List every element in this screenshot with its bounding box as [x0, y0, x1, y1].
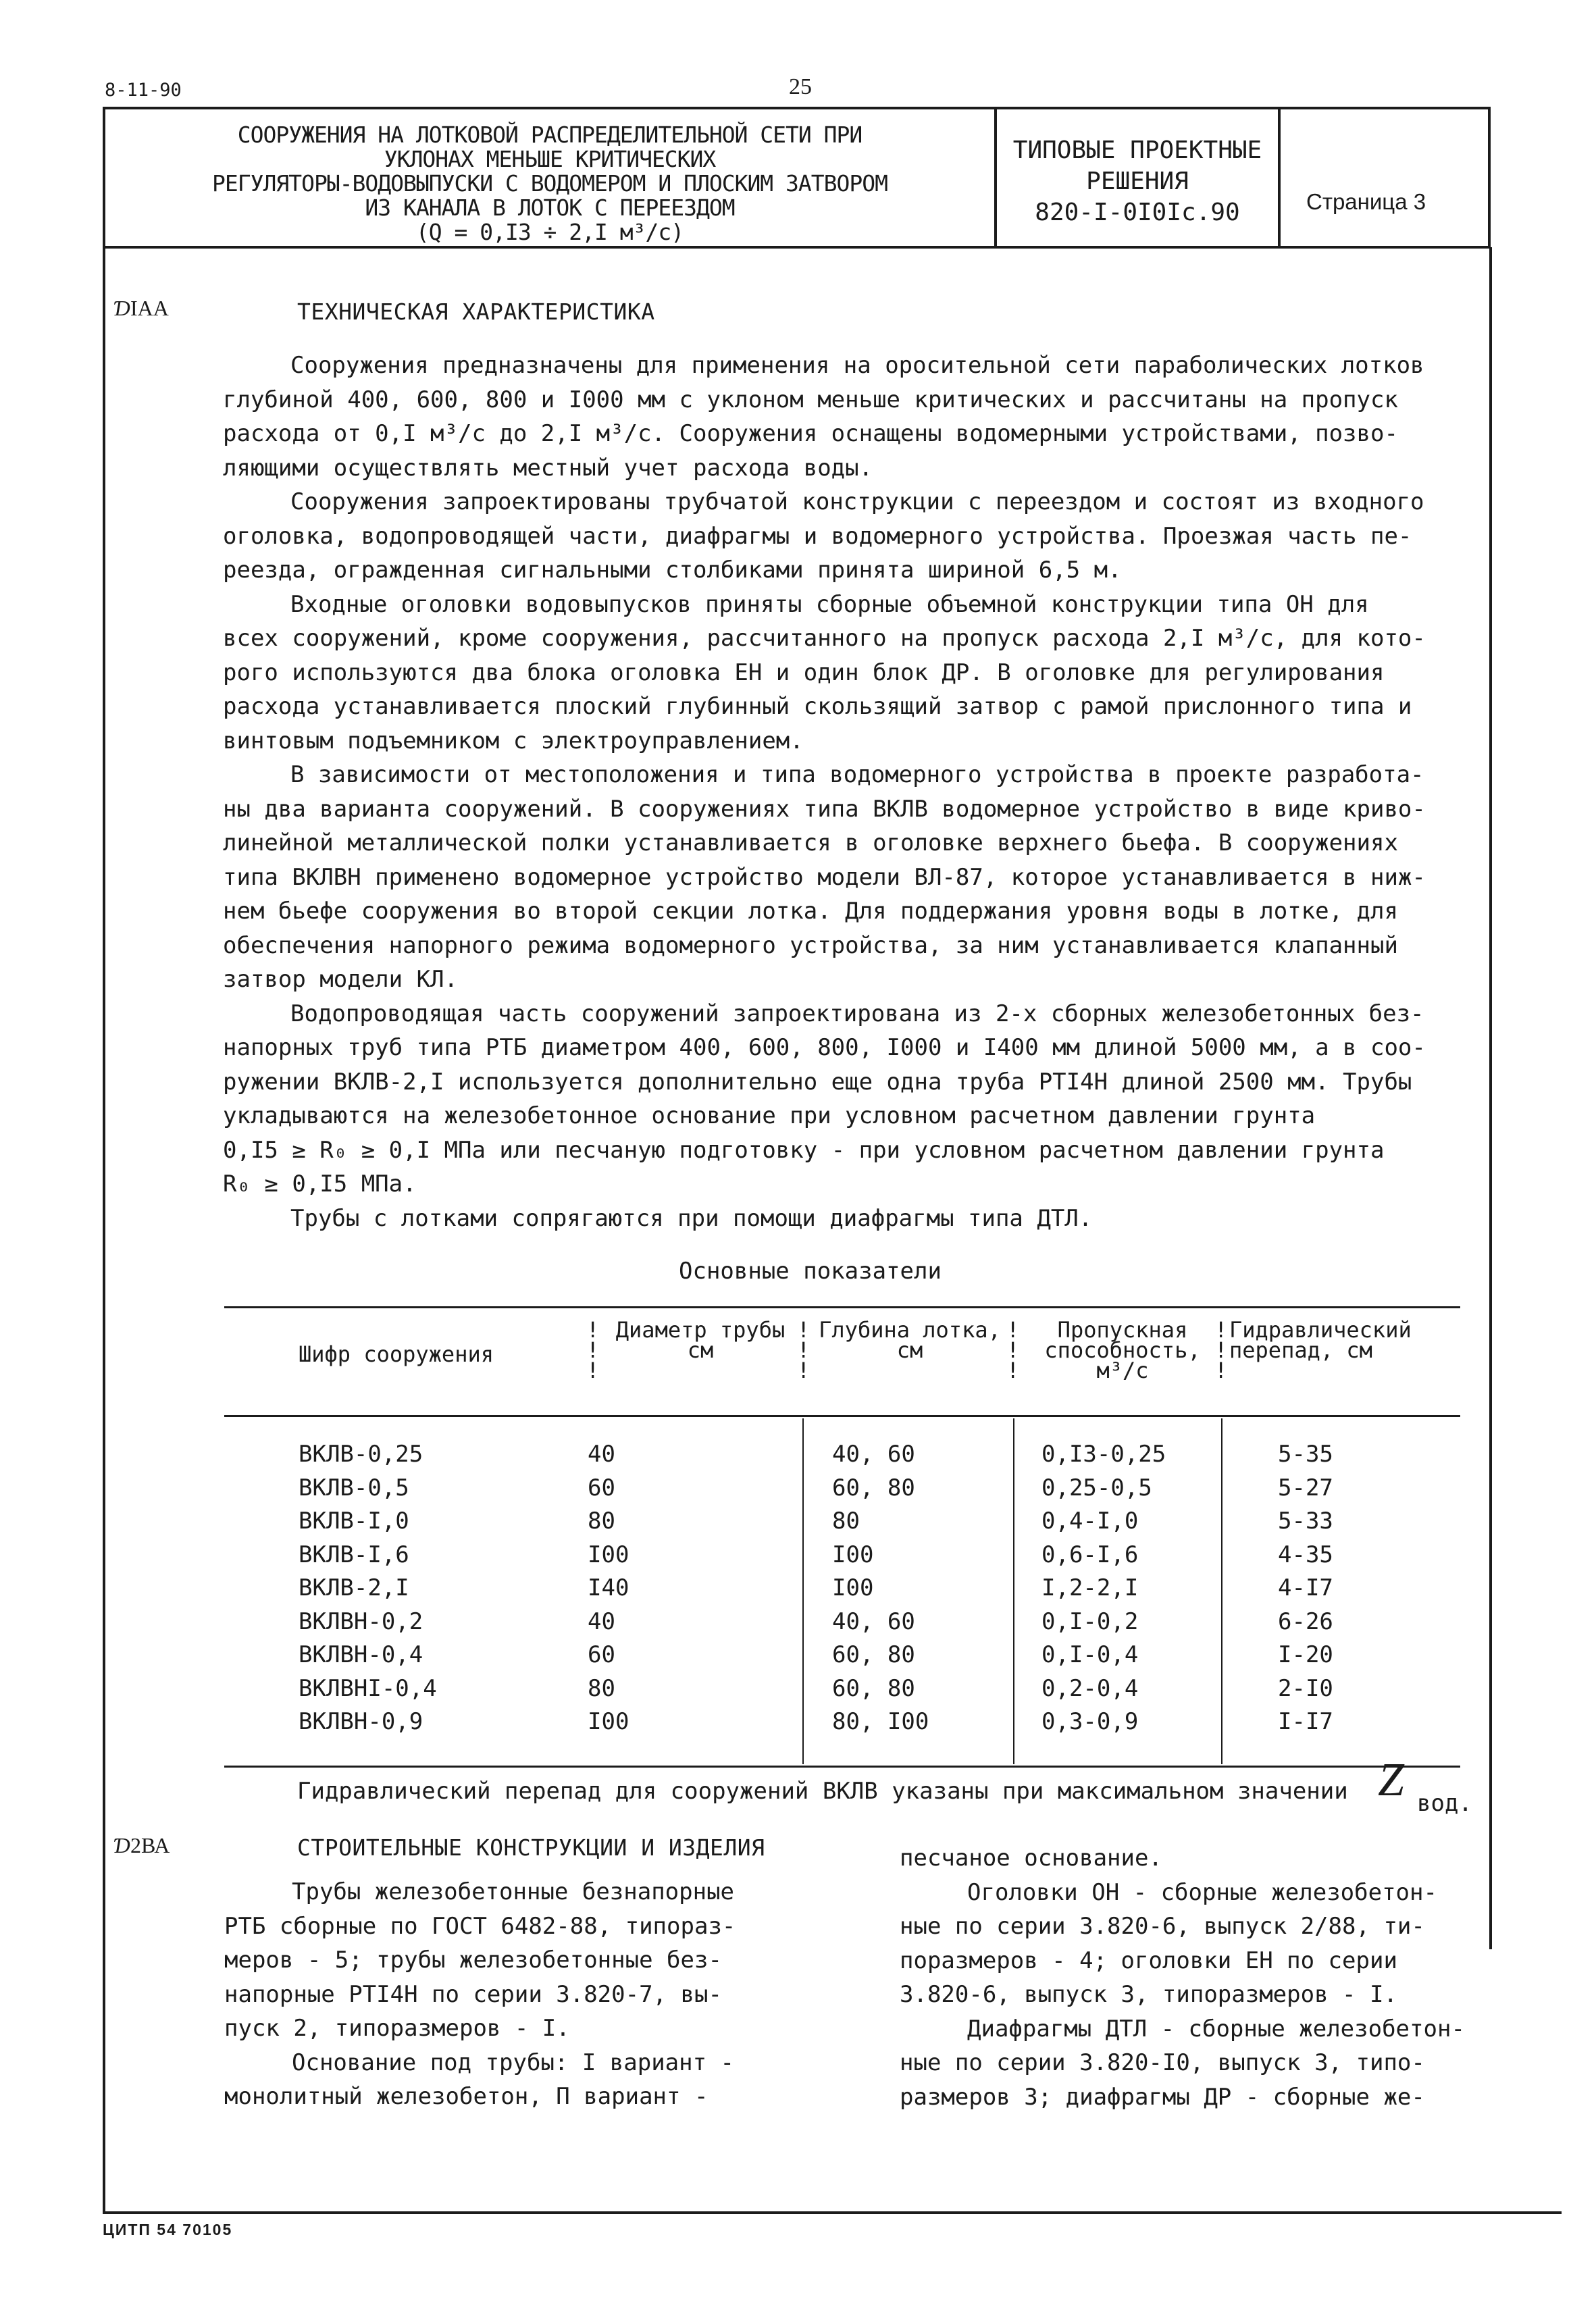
- table-top-rule: [224, 1306, 1460, 1308]
- cell-code: ВКЛВН-0,4: [299, 1641, 423, 1668]
- text-line: укладываются на железобетонное основание при условном расчетном давлении грунта: [223, 1102, 1316, 1129]
- title-line: (Q = 0,I3 ÷ 2,I м³/с): [415, 219, 684, 245]
- title-block: [103, 107, 1491, 249]
- text-line: РТБ сборные по ГОСТ 6482-88, типораз-: [224, 1912, 736, 1940]
- section-d-glyph: Ɗ: [113, 1833, 130, 1857]
- header-diameter: [602, 1317, 798, 1363]
- text-line: Трубы с лотками сопрягаются при помощи диафрагмы типа ДТЛ.: [290, 1204, 1093, 1232]
- text-line: нем бьефе сооружения во второй секции лотка. Для поддержания уровня воды в лотке, для: [223, 898, 1398, 925]
- cell-capacity: 0,I-0,2: [1041, 1608, 1139, 1635]
- text-line: ляющими осуществлять местный учет расхода воды.: [223, 454, 873, 482]
- header-separator: ! ! !: [1006, 1317, 1020, 1383]
- series-number: 820-I-0I0Iс.90: [1035, 199, 1240, 226]
- text-line: ны два варианта сооружений. В сооружениях типа ВКЛВ водомерное устройство в виде криво-: [223, 795, 1426, 823]
- cell-depth: 80: [832, 1508, 860, 1535]
- text-line: рого используются два блока оголовка ЕН и один блок ДР. В оголовке для регулирования: [223, 659, 1385, 686]
- text-line: напорные РТI4Н по серии 3.820-7, вы-: [224, 1980, 722, 2008]
- text-line: расхода от 0,I м³/с до 2,I м³/с. Сооружения оснащены водомерными устройствами, позво-: [223, 420, 1398, 447]
- cell-drop: 5-33: [1278, 1508, 1333, 1535]
- cell-drop: 5-35: [1278, 1441, 1333, 1468]
- note-subscript: вод.: [1417, 1790, 1472, 1817]
- title-line: СООРУЖЕНИЯ НА ЛОТКОВОЙ РАСПРЕДЕЛИТЕЛЬНОЙ СЕТИ ПРИ: [237, 122, 863, 148]
- column-divider: [1013, 1418, 1014, 1764]
- cell-depth: 80, I00: [832, 1708, 929, 1735]
- cell-code: ВКЛВ-0,25: [299, 1441, 423, 1468]
- cell-capacity: 0,3-0,9: [1041, 1708, 1139, 1735]
- cell-code: ВКЛВН-0,9: [299, 1708, 423, 1735]
- header-drop: [1229, 1317, 1452, 1363]
- series-cell: [997, 109, 1281, 246]
- cell-depth: 40, 60: [832, 1441, 915, 1468]
- section-d-glyph: Ɗ: [113, 296, 130, 320]
- cell-diameter: I40: [588, 1574, 629, 1601]
- text-line: Основание под трубы: I вариант -: [292, 2049, 735, 2076]
- cell-depth: 40, 60: [832, 1608, 915, 1635]
- cell-drop: 4-I7: [1278, 1574, 1333, 1601]
- text-line: Входные оголовки водовыпусков приняты сборные объемной конструкции типа ОН для: [290, 590, 1369, 618]
- cell-code: ВКЛВНI-0,4: [299, 1674, 437, 1702]
- title-line: РЕГУЛЯТОРЫ-ВОДОВЫПУСКИ С ВОДОМЕРОМ И ПЛОСКИМ ЗАТВОРОМ: [212, 170, 887, 197]
- cell-diameter: 40: [588, 1441, 615, 1468]
- frame-left-border: [103, 247, 105, 2213]
- text-line: 0,I5 ≥ R₀ ≥ 0,I МПа или песчаную подготовку - при условном расчетном давлении грунта: [223, 1136, 1385, 1164]
- title-cell: [105, 109, 997, 246]
- text-line: Диафрагмы ДТЛ - сборные железобетон-: [967, 2015, 1465, 2042]
- text-line: винтовым подъемником с электроуправлением.: [223, 727, 804, 754]
- section1-body: [223, 349, 1459, 1235]
- column-divider: [1221, 1418, 1222, 1764]
- section2-heading: СТРОИТЕЛЬНЫЕ КОНСТРУКЦИИ И ИЗДЕЛИЯ: [297, 1834, 765, 1861]
- text-line: напорных труб типа РТБ диаметром 400, 600, 800, I000 и I400 мм длиной 5000 мм, а в соо-: [223, 1034, 1426, 1061]
- cell-diameter: 80: [588, 1674, 615, 1702]
- text-line: ружении ВКЛВ-2,I используется дополнительно еще одна труба РТI4Н длиной 2500 мм. Трубы: [223, 1068, 1412, 1096]
- cell-diameter: 40: [588, 1608, 615, 1635]
- header-code: Шифр сооружения: [299, 1341, 494, 1367]
- table-bottom-rule: [224, 1766, 1460, 1768]
- cell-code: ВКЛВН-0,2: [299, 1608, 423, 1635]
- cell-drop: I-I7: [1278, 1708, 1333, 1735]
- header-capacity: [1021, 1317, 1224, 1383]
- section1-heading: ТЕХНИЧЕСКАЯ ХАРАКТЕРИСТИКА: [297, 299, 655, 325]
- section2-left-column: [224, 1875, 771, 2114]
- cell-drop: 5-27: [1278, 1474, 1333, 1501]
- cell-capacity: 0,I-0,4: [1041, 1641, 1139, 1668]
- text-line: В зависимости от местоположения и типа водомерного устройства в проекте разработа-: [290, 761, 1424, 788]
- text-line: размеров 3; диафрагмы ДР - сборные же-: [900, 2083, 1425, 2111]
- section1-marker: [113, 296, 169, 321]
- header-separator: ! ! !: [797, 1317, 810, 1383]
- header-diameter-unit: см: [687, 1337, 714, 1363]
- page-number: 25: [789, 74, 812, 99]
- text-line: затвор модели КЛ.: [223, 966, 458, 993]
- cell-code: ВКЛВ-I,0: [299, 1508, 409, 1535]
- cell-code: ВКЛВ-I,6: [299, 1541, 409, 1568]
- table-caption: Основные показатели: [679, 1258, 942, 1285]
- cell-diameter: I00: [588, 1708, 629, 1735]
- text-line: расхода устанавливается плоский глубинный скользящий затвор с рамой прислонного типа и: [223, 693, 1412, 720]
- text-line: обеспечения напорного режима водомерного устройства, за ним устанавливается клапанный: [223, 931, 1398, 959]
- cell-depth: I00: [832, 1541, 874, 1568]
- text-line: Трубы железобетонные безнапорные: [292, 1878, 735, 1905]
- text-line: глубиной 400, 600, 800 и I000 мм с уклоном меньше критических и рассчитаны на пропуск: [223, 386, 1398, 413]
- table-note: Гидравлический перепад для сооружений ВКЛВ указаны при максимальном значении: [297, 1778, 1348, 1805]
- text-line: монолитный железобетон, П вариант -: [224, 2083, 709, 2110]
- header-separator: ! ! !: [1214, 1317, 1228, 1383]
- cell-capacity: 0,2-0,4: [1041, 1674, 1139, 1702]
- table-header-rule: [224, 1415, 1460, 1417]
- cell-capacity: 0,6-I,6: [1041, 1541, 1139, 1568]
- text-line: Сооружения предназначены для применения на оросительной сети параболических лотков: [290, 352, 1424, 379]
- cell-drop: 2-I0: [1278, 1674, 1333, 1702]
- section1-mark: IAA: [130, 296, 169, 320]
- text-line: линейной металлической полки устанавливается в оголовке верхнего бьефа. В сооружениях: [223, 829, 1398, 856]
- note-symbol: Z: [1378, 1754, 1404, 1806]
- cell-drop: I-20: [1278, 1641, 1333, 1668]
- text-line: оголовка, водопроводящей части, диафрагмы и водомерного устройства. Проезжая часть пе-: [223, 522, 1412, 550]
- cell-code: ВКЛВ-0,5: [299, 1474, 409, 1501]
- series-line: ТИПОВЫЕ ПРОЕКТНЫЕ: [1012, 136, 1262, 164]
- frame-bottom-border: [103, 2211, 1562, 2214]
- header-capacity-line: Пропускная: [1057, 1317, 1188, 1343]
- text-line: Водопроводящая часть сооружений запроектирована из 2-х сборных железобетонных без-: [290, 1000, 1424, 1027]
- series-line: РЕШЕНИЯ: [1086, 168, 1189, 195]
- header-capacity-unit: м³/с: [1096, 1358, 1149, 1383]
- cell-depth: 60, 80: [832, 1474, 915, 1501]
- text-line: ные по серии 3.820-I0, выпуск 3, типо-: [900, 2049, 1425, 2076]
- header-separator: ! ! !: [586, 1317, 600, 1383]
- cell-depth: I00: [832, 1574, 874, 1601]
- cell-depth: 60, 80: [832, 1674, 915, 1702]
- header-capacity-line: способность,: [1044, 1337, 1201, 1363]
- text-line: R₀ ≥ 0,I5 МПа.: [223, 1171, 417, 1198]
- header-depth-unit: см: [896, 1337, 923, 1363]
- section2-marker: [113, 1833, 170, 1858]
- header-depth-line: Глубина лотка,: [819, 1317, 1001, 1343]
- section2-mark: 2ВА: [130, 1833, 170, 1857]
- cell-capacity: 0,4-I,0: [1041, 1508, 1139, 1535]
- text-line: поразмеров - 4; оголовки ЕН по серии: [900, 1947, 1397, 1974]
- frame-right-border: [1489, 247, 1492, 1949]
- header-drop-unit: перепад, см: [1229, 1337, 1372, 1363]
- title-line: ИЗ КАНАЛА В ЛОТОК С ПЕРЕЕЗДОМ: [365, 195, 735, 221]
- header-diameter-line: Диаметр трубы: [615, 1317, 786, 1343]
- section2-right-column: [900, 1841, 1467, 2114]
- cell-capacity: 0,25-0,5: [1041, 1474, 1152, 1501]
- cell-diameter: 80: [588, 1508, 615, 1535]
- text-line: Оголовки ОН - сборные железобетон-: [967, 1878, 1437, 1906]
- cell-capacity: 0,I3-0,25: [1041, 1441, 1166, 1468]
- document-code: 8-11-90: [105, 80, 182, 101]
- text-line: Сооружения запроектированы трубчатой конструкции с переездом и состоят из входного: [290, 488, 1424, 515]
- cell-depth: 60, 80: [832, 1641, 915, 1668]
- text-line: всех сооружений, кроме сооружения, рассчитанного на пропуск расхода 2,I м³/с, для кото-: [223, 625, 1426, 652]
- column-divider: [802, 1418, 804, 1764]
- cell-drop: 4-35: [1278, 1541, 1333, 1568]
- text-line: меров - 5; трубы железобетонные без-: [224, 1947, 722, 1974]
- text-line: песчаное основание.: [900, 1845, 1162, 1872]
- text-line: ные по серии 3.820-6, выпуск 2/88, ти-: [900, 1913, 1425, 1940]
- text-line: 3.820-6, выпуск 3, типоразмеров - I.: [900, 1981, 1397, 2008]
- title-line: УКЛОНАХ МЕНЬШЕ КРИТИЧЕСКИХ: [384, 146, 716, 172]
- header-depth: [812, 1317, 1008, 1363]
- cell-code: ВКЛВ-2,I: [299, 1574, 409, 1601]
- sheet-cell: Страница 3: [1306, 189, 1426, 214]
- header-drop-line: Гидравлический: [1229, 1317, 1412, 1343]
- cell-diameter: 60: [588, 1641, 615, 1668]
- text-line: реезда, огражденная сигнальными столбиками принята шириной 6,5 м.: [223, 557, 1122, 584]
- cell-capacity: I,2-2,I: [1041, 1574, 1139, 1601]
- cell-diameter: I00: [588, 1541, 629, 1568]
- text-line: типа ВКЛВН применено водомерное устройство модели ВЛ-87, которое устанавливается в ниж-: [223, 863, 1426, 891]
- cell-drop: 6-26: [1278, 1608, 1333, 1635]
- cell-diameter: 60: [588, 1474, 615, 1501]
- text-line: пуск 2, типоразмеров - I.: [224, 2015, 570, 2042]
- print-stamp: ЦИТП 54 70105: [103, 2221, 233, 2238]
